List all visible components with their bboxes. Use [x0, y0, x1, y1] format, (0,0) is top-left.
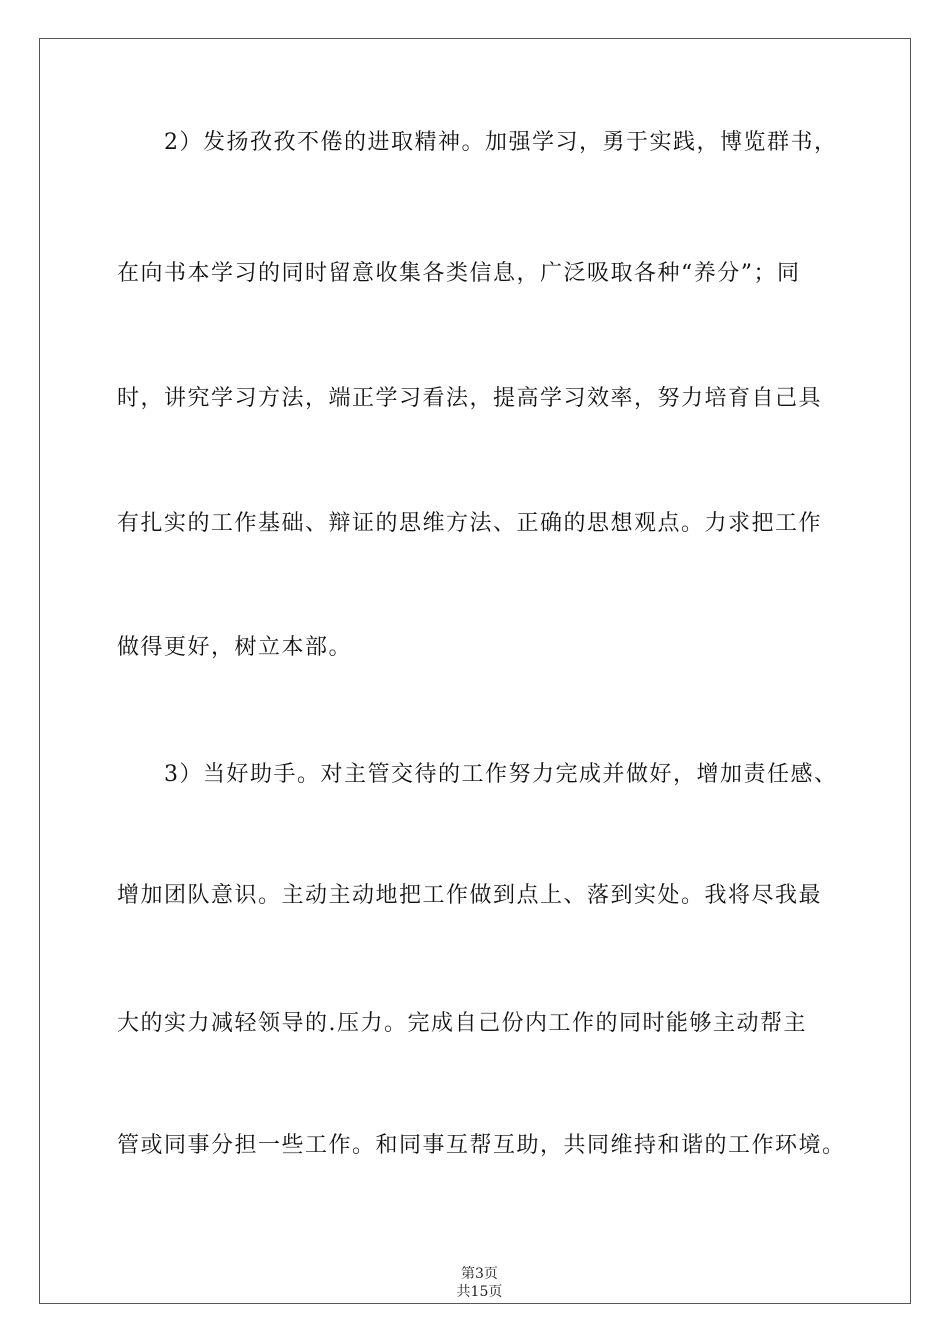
- paragraph-line: 在向书本学习的同时留意收集各类信息，广泛吸取各种“养分”；同: [117, 261, 801, 286]
- paragraph-line: 有扎实的工作基础、辩证的思维方法、正确的思想观点。力求把工作: [117, 511, 823, 536]
- paragraph-line: 时，讲究学习方法，端正学习看法，提高学习效率，努力培育自己具: [117, 386, 823, 411]
- paragraph-line: 大的实力减轻领导的.压力。完成自己份内工作的同时能够主动帮主: [117, 1011, 807, 1036]
- page-border: [39, 38, 911, 1304]
- page-total: 共15页: [456, 1284, 503, 1300]
- page-footer: [0, 1247, 950, 1301]
- paragraph-line: 增加团队意识。主动主动地把工作做到点上、落到实处。我将尽我最: [117, 883, 823, 908]
- paragraph-line: 2）发扬孜孜不倦的进取精神。加强学习，勇于实践，博览群书，: [117, 130, 838, 155]
- paragraph-line: 管或同事分担一些工作。和同事互帮互助，共同维持和谐的工作环境。: [117, 1133, 846, 1158]
- paragraph-line: 做得更好，树立本部。: [117, 635, 353, 660]
- paragraph-line: 3）当好助手。对主管交待的工作努力完成并做好，增加责任感、: [117, 762, 838, 787]
- page-number: 第3页: [460, 1266, 498, 1282]
